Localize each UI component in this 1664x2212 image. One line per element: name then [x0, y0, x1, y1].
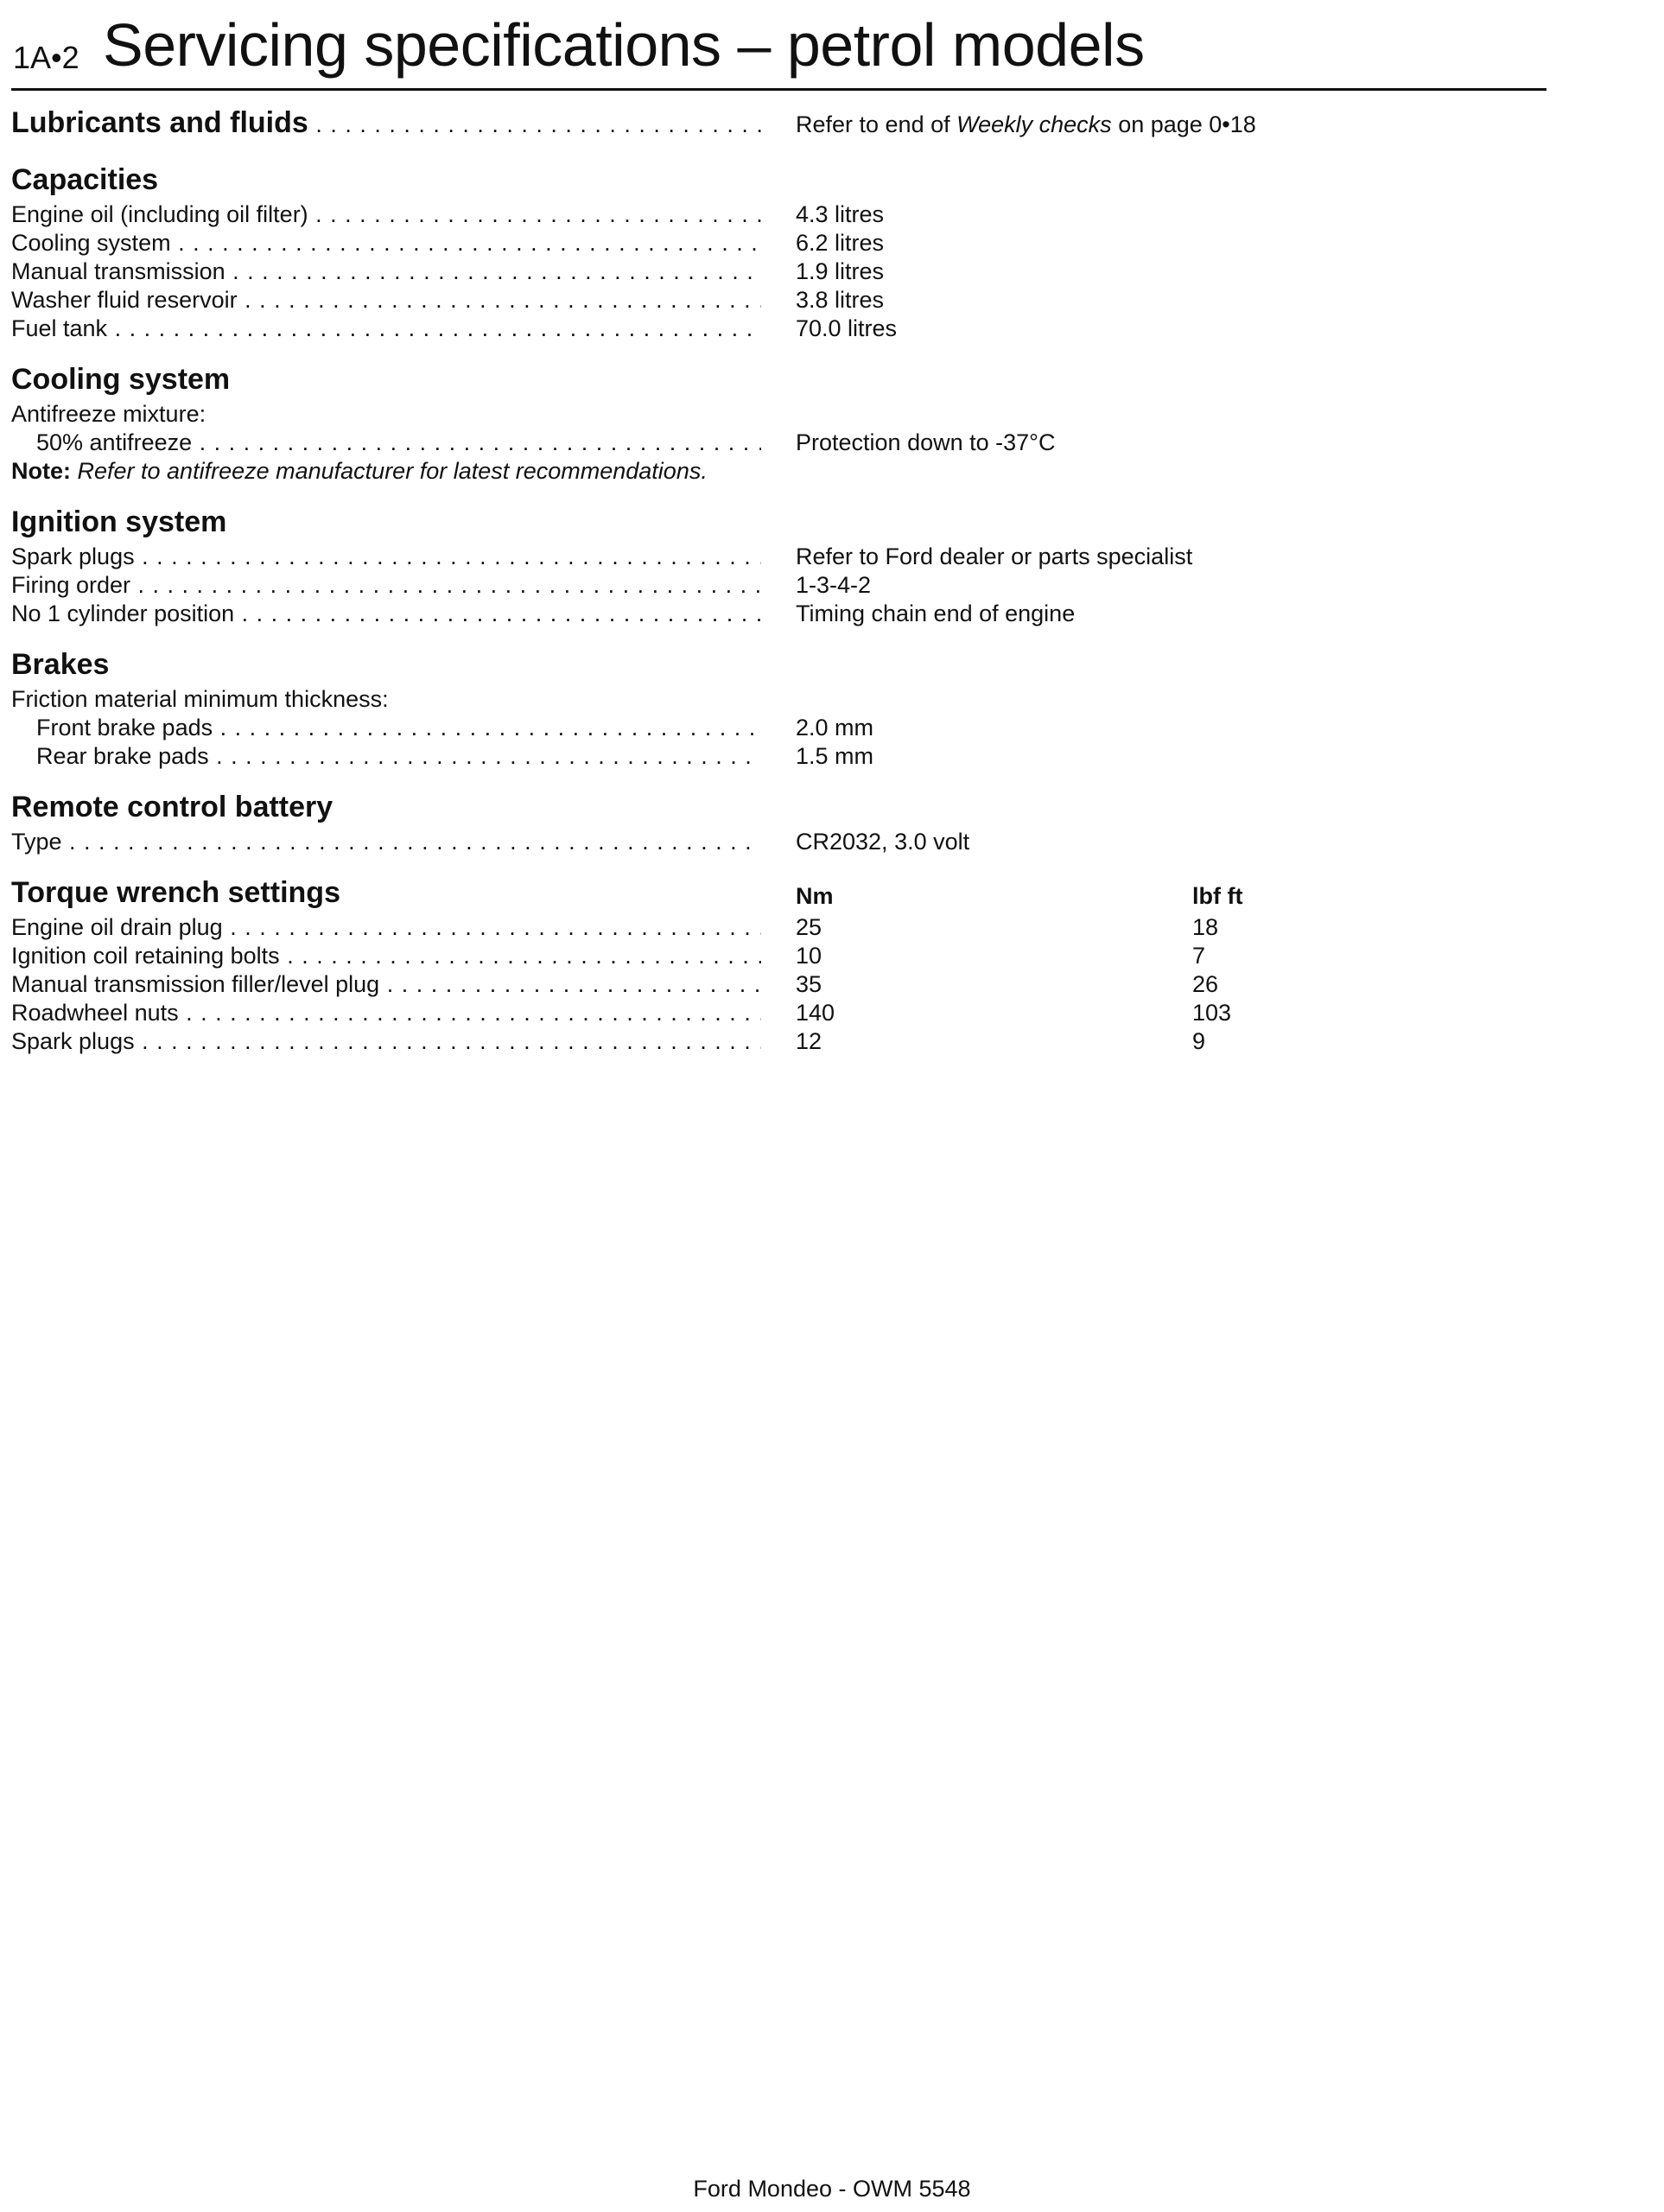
spec-label: Firing order . . .: [11, 571, 761, 600]
spec-row: [11, 257, 1547, 286]
antifreeze-subtitle: Antifreeze mixture:: [11, 401, 206, 427]
spec-label: Front brake pads . . .: [36, 714, 761, 742]
lubricants-value-post: on page 0•18: [1111, 111, 1256, 137]
spec-value: 2.0 mm: [796, 715, 874, 741]
torque-lbf: 103: [1192, 1000, 1232, 1026]
column-header-lbf-ft: lbf ft: [1192, 883, 1243, 909]
lubricants-value-pre: Refer to end of: [796, 111, 957, 137]
torque-nm: 35: [796, 971, 822, 997]
torque-label: Roadwheel nuts . . .: [11, 999, 761, 1027]
spec-row: [11, 828, 1547, 856]
spec-value: 1.9 litres: [796, 258, 885, 284]
lubricants-label: Lubricants and fluids . . .: [11, 102, 761, 145]
torque-label: Ignition coil retaining bolts . . .: [11, 942, 761, 970]
torque-header-row: [11, 872, 1547, 913]
spec-row: [11, 742, 1547, 771]
spec-value: Timing chain end of engine: [796, 601, 1076, 626]
torque-label: Manual transmission filler/level plug . . .: [11, 970, 761, 999]
note-label: Note:: [11, 458, 71, 484]
spec-label: Spark plugs . . .: [11, 543, 761, 571]
spec-value: 1-3-4-2: [796, 572, 872, 598]
page-number: 1A•2: [13, 40, 79, 75]
spec-row: [11, 714, 1547, 742]
spec-value: Protection down to -37°C: [796, 429, 1056, 455]
torque-lbf: 7: [1192, 943, 1206, 969]
page-header: [11, 9, 1547, 91]
spec-value: 4.3 litres: [796, 201, 885, 227]
torque-nm: 12: [796, 1028, 822, 1054]
page-title: Servicing specifications – petrol models: [103, 11, 1145, 79]
spec-value: 70.0 litres: [796, 315, 898, 341]
page-footer: Ford Mondeo - OWM 5548: [693, 2176, 971, 2202]
section-title-capacities: Capacities: [11, 163, 159, 196]
cooling-section: [11, 359, 1547, 486]
torque-row: [11, 942, 1547, 970]
spec-row: [11, 200, 1547, 229]
spec-subtitle-row: [11, 685, 1547, 714]
torque-row: [11, 913, 1547, 942]
spec-value: 1.5 mm: [796, 743, 874, 769]
section-title-brakes: Brakes: [11, 648, 110, 681]
torque-nm: 25: [796, 914, 822, 940]
note-text: Refer to antifreeze manufacturer for latest recommendations.: [71, 458, 708, 484]
torque-lbf: 18: [1192, 914, 1219, 940]
torque-row: [11, 999, 1547, 1027]
spec-label: Fuel tank . . .: [11, 315, 761, 343]
section-title-cooling: Cooling system: [11, 363, 231, 396]
spec-row: [11, 286, 1547, 315]
ignition-section: [11, 501, 1547, 628]
antifreeze-note: [11, 457, 1547, 486]
spec-row: [11, 315, 1547, 343]
section-title-ignition: Ignition system: [11, 505, 227, 538]
spec-label: Rear brake pads . . .: [36, 742, 761, 771]
section-title-torque: Torque wrench settings: [11, 876, 340, 909]
spec-value: Refer to Ford dealer or parts specialist: [796, 543, 1193, 569]
torque-label: Spark plugs . . .: [11, 1027, 761, 1056]
spec-label: 50% antifreeze . . .: [36, 429, 761, 457]
lubricants-section: [11, 102, 1547, 143]
spec-row: [11, 571, 1547, 600]
spec-label: Manual transmission . . .: [11, 257, 761, 286]
brakes-section: [11, 644, 1547, 771]
spec-label: Engine oil (including oil filter) . . .: [11, 200, 761, 229]
friction-subtitle: Friction material minimum thickness:: [11, 686, 389, 712]
torque-section: [11, 872, 1547, 1056]
spec-label: Type . . .: [11, 828, 761, 856]
lubricants-row: [11, 102, 1547, 143]
spec-subtitle-row: [11, 400, 1547, 429]
spec-label: Cooling system . . .: [11, 229, 761, 257]
spec-row: [11, 543, 1547, 571]
torque-label: Engine oil drain plug . . .: [11, 913, 761, 942]
torque-lbf: 26: [1192, 971, 1219, 997]
column-header-nm: Nm: [796, 883, 834, 909]
torque-row: [11, 970, 1547, 999]
torque-row: [11, 1027, 1547, 1056]
torque-nm: 10: [796, 943, 822, 969]
capacities-section: [11, 159, 1547, 343]
spec-value: 6.2 litres: [796, 230, 885, 256]
torque-nm: 140: [796, 1000, 835, 1026]
battery-section: [11, 786, 1547, 856]
spec-value: 3.8 litres: [796, 287, 885, 313]
spec-row: [11, 229, 1547, 257]
spec-value: CR2032, 3.0 volt: [796, 829, 970, 855]
lubricants-value: [796, 104, 1256, 145]
spec-row: [11, 429, 1547, 457]
spec-content: [11, 102, 1547, 1056]
spec-label: Washer fluid reservoir . . .: [11, 286, 761, 315]
weekly-checks-reference: Weekly checks: [956, 111, 1112, 137]
spec-row: [11, 600, 1547, 628]
spec-label: No 1 cylinder position . . .: [11, 600, 761, 628]
torque-lbf: 9: [1192, 1028, 1206, 1054]
section-title-battery: Remote control battery: [11, 791, 333, 823]
